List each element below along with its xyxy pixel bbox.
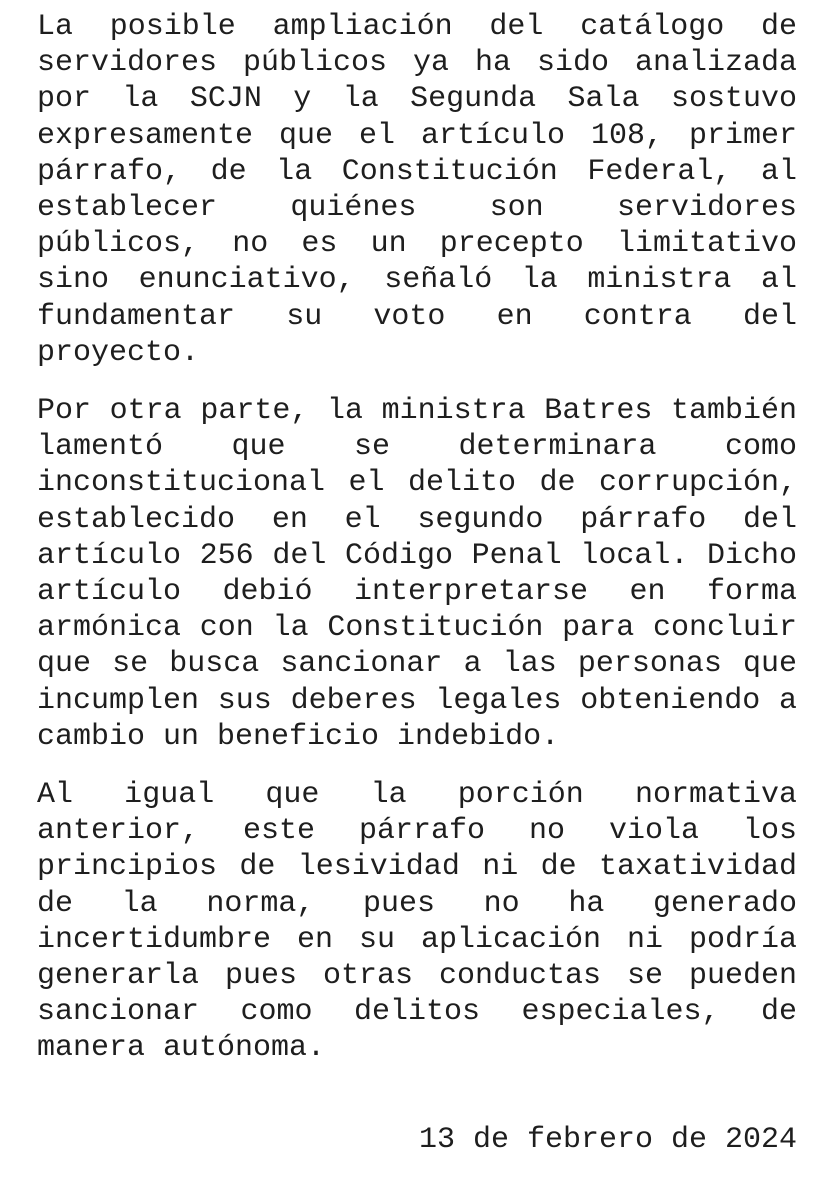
document-date: 13 de febrero de 2024 <box>418 1123 797 1157</box>
paragraph-2: Por otra parte, la ministra Batres también lamentó que se determinara como inconstitucional el delito de corrupción, establecido en el segundo párrafo del artículo 256 del Código Penal local. Dicho artículo debió interpretarse en forma armónica con la Constitución para concluir que se busca sancionar a las personas que incumplen sus deberes legales obteniendo a cambio un beneficio indebido. <box>37 394 797 754</box>
paragraph-1: La posible ampliación del catálogo de servidores públicos ya ha sido analizada por la SCJN y la Segunda Sala sostuvo expresamente que el artículo 108, primer párrafo, de la Constitución Federal, al establecer quiénes son servidores públicos, no es un precepto limitativo sino enunciativo, señaló la ministra al fundamentar su voto en contra del proyecto. <box>37 10 797 370</box>
paragraph-3: Al igual que la porción normativa anterior, este párrafo no viola los principios de lesividad ni de taxatividad de la norma, pues no ha generado incertidumbre en su aplicación ni podría generarla pues otras conductas se pueden sancionar como delitos especiales, de manera autónoma. <box>37 778 797 1066</box>
document-body <box>37 9 797 1089</box>
